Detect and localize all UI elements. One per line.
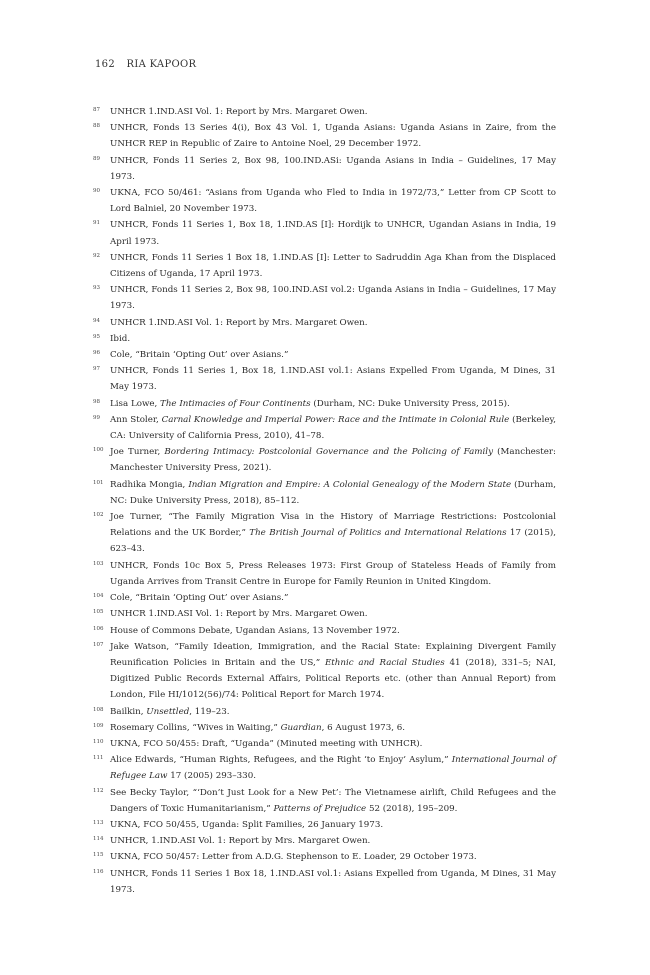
endnote-number: 112 bbox=[93, 787, 104, 794]
endnote-text-run: UNHCR, Fonds 11 Series 1, Box 18, 1.IND.ASI vol.1: Asians Expelled From Uganda, M Dines, 31 May 1973. bbox=[110, 366, 556, 393]
endnote bbox=[93, 412, 556, 444]
endnote bbox=[93, 785, 556, 817]
endnote-text bbox=[110, 444, 556, 476]
endnote-text bbox=[110, 590, 556, 606]
endnote-number: 113 bbox=[93, 819, 104, 826]
endnote-text bbox=[110, 153, 556, 185]
endnote-text bbox=[110, 363, 556, 395]
endnote-text-run: Radhika Mongia, bbox=[110, 479, 189, 490]
endnote-title: The British Journal of Politics and International Relations bbox=[249, 528, 507, 539]
endnote bbox=[93, 752, 556, 784]
endnote-text-run: 17 (2015), 623–43. bbox=[110, 528, 557, 555]
endnote bbox=[93, 720, 556, 736]
endnote-text-run: (Durham, NC: Duke University Press, 2015). bbox=[310, 398, 510, 409]
endnote-text-run: See Becky Taylor, “‘Don’t Just Look for a New Pet’: The Vietnamese airlift, Child Refugees and the Dangers of Toxic Humanitarianism,” bbox=[110, 787, 556, 814]
endnote bbox=[93, 153, 556, 185]
endnote-number: 88 bbox=[93, 123, 100, 130]
endnote bbox=[93, 866, 556, 898]
endnote-text bbox=[110, 120, 556, 152]
endnote-text bbox=[110, 720, 556, 736]
endnote-number: 107 bbox=[93, 641, 104, 648]
running-header bbox=[95, 59, 196, 70]
endnote-number: 109 bbox=[93, 722, 104, 729]
endnote-text bbox=[110, 736, 556, 752]
endnote-text-run: Ibid. bbox=[110, 333, 131, 344]
endnote-text-run: UNHCR, Fonds 13 Series 4(i), Box 43 Vol. 1, Uganda Asians: Uganda Asians in Zaire, from the UNHCR REP in Republic of Zaire to Antoine Noel, 29 December 1972. bbox=[110, 123, 556, 150]
endnote-text bbox=[110, 558, 556, 590]
endnote bbox=[93, 833, 556, 849]
endnote-text bbox=[110, 396, 556, 412]
endnote-text-run: , 119–23. bbox=[189, 706, 230, 717]
endnote-text-run: 52 (2018), 195–209. bbox=[366, 803, 458, 814]
endnote-text-run: (Manchester: Manchester University Press, 2021). bbox=[110, 447, 556, 474]
endnote bbox=[93, 282, 556, 314]
endnote bbox=[93, 623, 556, 639]
endnote-text-run: Ann Stoler, bbox=[110, 414, 162, 425]
endnote-text-run: Joe Turner, “The Family Migration Visa in the History of Marriage Restrictions: Postcolonial Relations and the UK Border,” bbox=[110, 512, 556, 539]
endnote bbox=[93, 217, 556, 249]
endnote-title: Bordering Intimacy: Postcolonial Governance and the Policing of Family bbox=[164, 447, 493, 458]
endnote-text-run: 41 (2018), 331–5; NAI, Digitized Public Records External Affairs, Political Reports etc. (other than Annual Report) from London, File HI/1012(56)/74: Political Report for March 1974. bbox=[110, 657, 556, 701]
endnote-text-run: Jake Watson, “Family Ideation, Immigration, and the Racial State: Explaining Divergent Family Reunification Policies in Britain and the US,” bbox=[110, 641, 556, 668]
endnote bbox=[93, 444, 556, 476]
endnote bbox=[93, 558, 556, 590]
endnote-text bbox=[110, 866, 556, 898]
endnote-text-run: UKNA, FCO 50/457: Letter from A.D.G. Stephenson to E. Loader, 29 October 1973. bbox=[110, 852, 477, 863]
endnote-text bbox=[110, 282, 556, 314]
endnote-number: 90 bbox=[93, 188, 100, 195]
endnote-number: 97 bbox=[93, 366, 100, 373]
endnote-text bbox=[110, 817, 556, 833]
running-head-author: RIA KAPOOR bbox=[126, 59, 197, 70]
endnote bbox=[93, 315, 556, 331]
endnote bbox=[93, 250, 556, 282]
endnote-text-run: UKNA, FCO 50/461: “Asians from Uganda who Fled to India in 1972/73,” Letter from CP Scott to Lord Balniel, 20 November 1973. bbox=[110, 188, 556, 215]
endnote-text bbox=[110, 104, 556, 120]
endnote-title: Indian Migration and Empire: A Colonial Genealogy of the Modern State bbox=[188, 479, 512, 490]
endnote-text-run: (Berkeley, CA: University of California Press, 2010), 41–78. bbox=[110, 414, 556, 442]
endnote-number: 106 bbox=[93, 625, 104, 632]
endnote-text-run: Alice Edwards, “Human Rights, Refugees, and the Right ‘to Enjoy’ Asylum,” bbox=[110, 755, 452, 766]
endnote-text-run: Rosemary Collins, “Wives in Waiting,” bbox=[110, 722, 281, 733]
endnote-text bbox=[110, 704, 556, 720]
endnote-text bbox=[110, 250, 556, 282]
endnote-number: 98 bbox=[93, 398, 100, 405]
endnote-text-run: , 6 August 1973, 6. bbox=[321, 722, 406, 733]
endnote-text-run: UNHCR, Fonds 11 Series 2, Box 98, 100.IND.ASi: Uganda Asians in India – Guidelines, 17 May 1973. bbox=[110, 155, 556, 182]
endnote bbox=[93, 590, 556, 606]
endnote-number: 89 bbox=[93, 155, 100, 162]
endnote-number: 101 bbox=[93, 479, 104, 486]
endnote-text bbox=[110, 185, 556, 217]
endnote-text-run: (Durham, NC: Duke University Press, 2018), 85–112. bbox=[110, 479, 556, 506]
endnote-number: 87 bbox=[93, 107, 100, 113]
endnote-text-run: Bailkin, bbox=[110, 706, 147, 717]
endnote-number: 92 bbox=[93, 252, 100, 259]
endnote-title: The Intimacies of Four Continents bbox=[160, 398, 311, 409]
endnote-number: 116 bbox=[93, 868, 104, 875]
endnote-text-run: Cole, “Britain ‘Opting Out’ over Asians.” bbox=[110, 350, 289, 361]
endnote bbox=[93, 331, 556, 347]
endnote-text-run: Cole, “Britain ‘Opting Out’ over Asians.” bbox=[110, 593, 289, 604]
endnote-text-run: UNHCR, Fonds 11 Series 1 Box 18, 1.IND.ASI vol.1: Asians Expelled from Uganda, M Dines, 31 May 1973. bbox=[110, 868, 556, 895]
endnote-text-run: UKNA, FCO 50/455, Uganda: Split Families, 26 January 1973. bbox=[110, 819, 384, 830]
endnote-text bbox=[110, 639, 556, 704]
endnote-number: 111 bbox=[93, 755, 104, 762]
endnote-number: 105 bbox=[93, 609, 104, 616]
endnote bbox=[93, 704, 556, 720]
endnote bbox=[93, 606, 556, 622]
endnote-text-run: Lisa Lowe, bbox=[110, 398, 161, 409]
endnote-text bbox=[110, 849, 556, 865]
endnote-title: Unsettled bbox=[146, 706, 190, 717]
endnote-number: 115 bbox=[93, 852, 104, 859]
endnote-text-run: UNHCR 1.IND.ASI Vol. 1: Report by Mrs. Margaret Owen. bbox=[110, 317, 368, 328]
endnote-title: International Journal of Refugee Law bbox=[110, 755, 556, 782]
endnote-text-run: UNHCR, Fonds 11 Series 1 Box 18, 1.IND.AS [I]: Letter to Sadruddin Aga Khan from the Displaced Citizens of Uganda, 17 April 1973. bbox=[110, 252, 556, 280]
endnote bbox=[93, 185, 556, 217]
endnote bbox=[93, 817, 556, 833]
endnote-number: 96 bbox=[93, 350, 100, 357]
endnote bbox=[93, 849, 556, 865]
endnote-title: Patterns of Prejudice bbox=[273, 803, 367, 814]
endnote bbox=[93, 477, 556, 509]
endnote bbox=[93, 363, 556, 395]
endnote-number: 110 bbox=[93, 738, 104, 745]
endnote-number: 108 bbox=[93, 706, 104, 713]
endnote bbox=[93, 120, 556, 152]
endnote-text-run: UNHCR, Fonds 11 Series 1, Box 18, 1.IND.AS [I]: Hordijk to UNHCR, Ugandan Asians in India, 19 April 1973. bbox=[110, 220, 556, 247]
endnote-number: 100 bbox=[93, 447, 104, 454]
endnote-text bbox=[110, 217, 556, 249]
endnote-text bbox=[110, 785, 556, 817]
endnote-text-run: House of Commons Debate, Ugandan Asians, 13 November 1972. bbox=[110, 625, 400, 636]
endnote-text-run: UKNA, FCO 50/455: Draft, “Uganda” (Minuted meeting with UNHCR). bbox=[110, 738, 423, 749]
endnote-number: 94 bbox=[93, 317, 100, 324]
endnote-title: Carnal Knowledge and Imperial Power: Race and the Intimate in Colonial Rule bbox=[161, 414, 510, 425]
endnote-text-run: UNHCR, Fonds 11 Series 2, Box 98, 100.IND.ASI vol.2: Uganda Asians in India – Guidelines, 17 May 1973. bbox=[110, 285, 556, 312]
endnote-text bbox=[110, 331, 556, 347]
endnote-number: 114 bbox=[93, 836, 104, 843]
endnote-text bbox=[110, 623, 556, 639]
endnote-number: 93 bbox=[93, 285, 100, 292]
endnote-text bbox=[110, 606, 556, 622]
endnote bbox=[93, 509, 556, 558]
endnote-text-run: UNHCR, Fonds 10c Box 5, Press Releases 1973: First Group of Stateless Heads of Family from Uganda Arrives from Transit Centre in Europe for Family Reunion in United Kingdom. bbox=[110, 560, 556, 587]
endnote-number: 99 bbox=[93, 414, 100, 421]
endnote-number: 91 bbox=[93, 220, 100, 227]
endnote bbox=[93, 347, 556, 363]
endnote bbox=[93, 736, 556, 752]
endnote-text bbox=[110, 347, 556, 363]
endnote bbox=[93, 396, 556, 412]
endnote-text-run: UNHCR, 1.IND.ASI Vol. 1: Report by Mrs. Margaret Owen. bbox=[110, 836, 371, 847]
endnote-number: 103 bbox=[93, 560, 104, 567]
endnote-text bbox=[110, 752, 556, 784]
endnote-text bbox=[110, 509, 556, 558]
endnote-text bbox=[110, 315, 556, 331]
endnote-title: Ethnic and Racial Studies bbox=[324, 657, 445, 668]
endnote-text bbox=[110, 477, 556, 509]
endnote-number: 102 bbox=[93, 512, 104, 519]
endnote-text-run: Joe Turner, bbox=[110, 447, 165, 458]
endnote-number: 95 bbox=[93, 333, 100, 340]
endnote-text-run: 17 (2005) 293–330. bbox=[167, 771, 256, 782]
endnote bbox=[93, 639, 556, 704]
page-number: 162 bbox=[95, 59, 115, 70]
endnote-text-run: UNHCR 1.IND.ASI Vol. 1: Report by Mrs. Margaret Owen. bbox=[110, 609, 368, 620]
endnote bbox=[93, 104, 556, 120]
endnotes-list bbox=[93, 104, 556, 898]
endnote-title: Guardian bbox=[280, 722, 322, 733]
endnote-text bbox=[110, 833, 556, 849]
endnote-text-run: UNHCR 1.IND.ASI Vol. 1: Report by Mrs. Margaret Owen. bbox=[110, 107, 368, 117]
endnote-text bbox=[110, 412, 556, 444]
endnote-number: 104 bbox=[93, 593, 104, 600]
